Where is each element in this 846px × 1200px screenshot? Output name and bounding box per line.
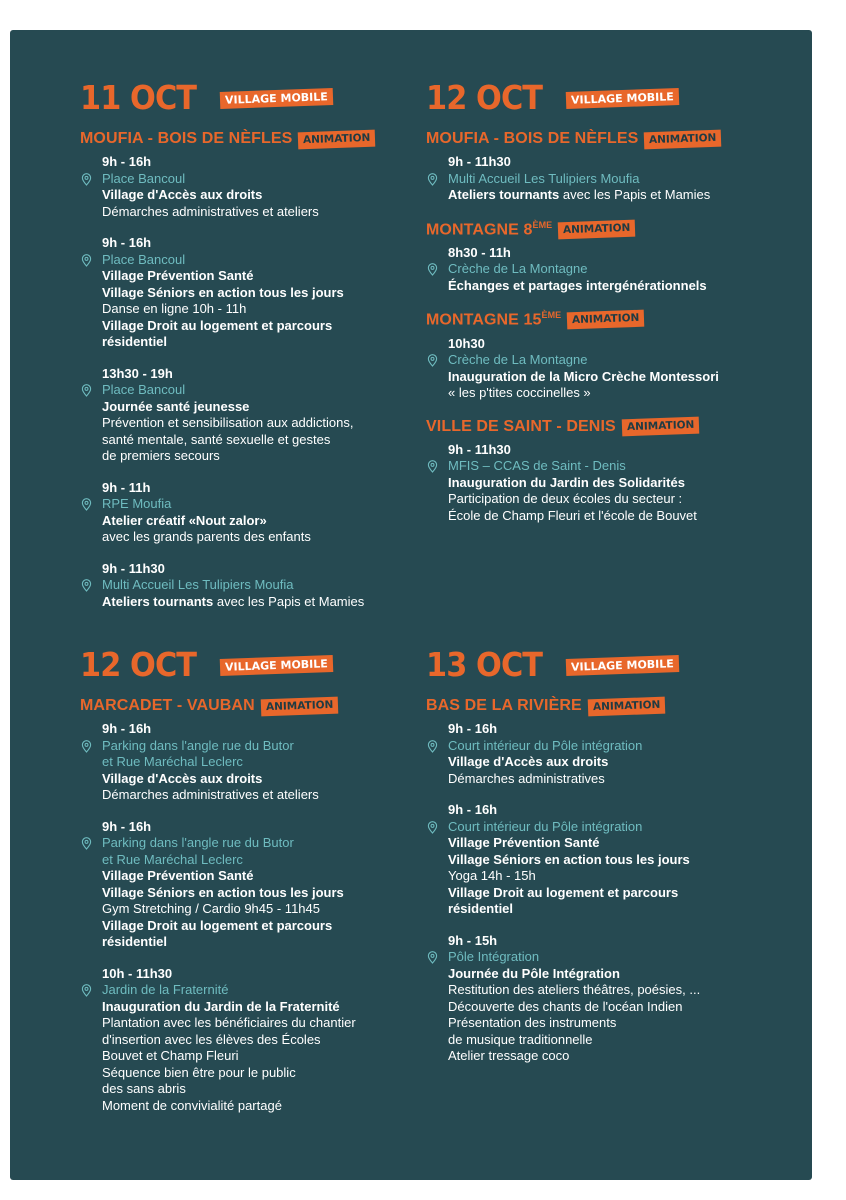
- event-detail: Atelier tressage coco: [448, 1048, 570, 1063]
- event-detail: d'insertion avec les élèves des Écoles: [102, 1031, 321, 1047]
- event-detail: Démarches administratives et ateliers: [102, 203, 319, 219]
- event-detail: des sans abris: [102, 1081, 186, 1096]
- section-12-oct-left: [80, 645, 450, 1129]
- village-mobile-badge: VILLAGE MOBILE: [220, 655, 333, 676]
- map-pin-icon: [427, 354, 438, 367]
- event-detail: Restitution des ateliers théâtres, poésies, ...: [448, 982, 701, 997]
- location-name: [426, 310, 561, 329]
- event-title: Échanges et partages intergénérationnels: [448, 277, 707, 293]
- event-item: [426, 245, 796, 295]
- event-place-line2: et Rue Maréchal Leclerc: [102, 851, 243, 867]
- event-item: [80, 721, 450, 804]
- location-name: [426, 220, 552, 239]
- location-name-text: MOUFIA - BOIS DE NÈFLES: [426, 130, 639, 147]
- event-place: Parking dans l'angle rue du Butor: [80, 835, 450, 852]
- map-pin-icon: [81, 837, 92, 850]
- event-item: [80, 154, 450, 220]
- location-name: [80, 130, 292, 148]
- event-detail: de premiers secours: [102, 448, 220, 463]
- event-place: Parking dans l'angle rue du Butor: [80, 738, 450, 755]
- event-item: [80, 480, 450, 546]
- animation-badge: ANIMATION: [298, 129, 376, 149]
- event-detail: Présentation des instruments: [448, 1015, 617, 1030]
- event-title: Inauguration du Jardin de la Fraternité: [102, 998, 340, 1014]
- event-title: résidentiel: [102, 934, 168, 949]
- event-place: Pôle Intégration: [426, 949, 796, 966]
- event-place: Jardin de la Fraternité: [80, 982, 450, 999]
- event-title: Village Droit au logement et parcours: [448, 884, 679, 900]
- event-title: Journée du Pôle Intégration: [448, 965, 620, 981]
- event-detail: Découverte des chants de l'océan Indien: [448, 998, 683, 1014]
- location-name: [426, 418, 616, 436]
- location-name-text: MONTAGNE 15: [426, 311, 542, 329]
- location-name: [426, 697, 582, 715]
- event-detail: Séquence bien être pour le public: [102, 1064, 296, 1080]
- event-time: 9h - 11h30: [102, 560, 165, 576]
- event-item: [426, 442, 796, 525]
- location-name: [426, 130, 638, 148]
- map-pin-icon: [427, 951, 438, 964]
- event-item: [80, 966, 450, 1115]
- event-place-line2: et Rue Maréchal Leclerc: [102, 754, 243, 769]
- event-detail: Participation de deux écoles du secteur :: [448, 491, 683, 507]
- map-pin-icon: [81, 254, 92, 267]
- event-time: 10h - 11h30: [102, 965, 173, 981]
- event-place: Crèche de La Montagne: [426, 261, 796, 278]
- map-pin-icon: [81, 173, 92, 186]
- location-ordinal: ÈME: [532, 219, 553, 230]
- event-title: Inauguration de la Micro Crèche Montessori: [448, 368, 719, 384]
- event-item: [426, 802, 796, 918]
- map-pin-icon: [81, 984, 92, 997]
- event-title: Village Séniors en action tous les jours: [102, 884, 344, 900]
- event-time: 9h - 16h: [448, 721, 498, 736]
- event-title: Village d'Accès aux droits: [102, 187, 263, 202]
- event-time: 10h30: [448, 335, 485, 351]
- event-place: Place Bancoul: [80, 252, 450, 269]
- event-title: Atelier créatif «Nout zalor»: [102, 512, 267, 528]
- event-place: Place Bancoul: [80, 382, 450, 399]
- location-block: [426, 220, 796, 295]
- event-time: 9h - 16h: [102, 818, 152, 834]
- event-item: [80, 366, 450, 465]
- day-date: 13 OCT: [426, 645, 543, 684]
- location-name-text: BAS DE LA RIVIÈRE: [426, 697, 582, 714]
- map-pin-icon: [427, 263, 438, 276]
- event-time: 9h - 16h: [102, 154, 152, 169]
- event-detail: de musique traditionnelle: [448, 1031, 593, 1047]
- village-mobile-badge: VILLAGE MOBILE: [220, 88, 333, 109]
- event-title: Village d'Accès aux droits: [102, 770, 263, 786]
- event-place: RPE Moufia: [80, 496, 450, 513]
- event-item: [80, 561, 450, 611]
- event-title: Village Prévention Santé: [102, 868, 254, 883]
- event-detail: « les p'tites coccinelles »: [448, 385, 591, 401]
- location-header: [426, 130, 796, 148]
- location-header: [426, 310, 796, 329]
- event-place: Court intérieur du Pôle intégration: [426, 738, 796, 755]
- event-detail: santé mentale, santé sexuelle et gestes: [102, 431, 331, 447]
- village-mobile-badge: VILLAGE MOBILE: [566, 655, 679, 676]
- event-item: [80, 235, 450, 351]
- event-title: Village Droit au logement et parcours: [102, 917, 333, 933]
- event-item: [80, 819, 450, 951]
- map-pin-icon: [81, 384, 92, 397]
- event-time: 9h - 16h: [102, 235, 152, 250]
- event-item: [426, 721, 796, 787]
- map-pin-icon: [81, 740, 92, 753]
- location-header: [426, 220, 796, 239]
- day-header: [80, 645, 450, 685]
- event-detail: Démarches administratives: [448, 770, 605, 786]
- event-detail: Bouvet et Champ Fleuri: [102, 1048, 239, 1063]
- animation-badge: ANIMATION: [558, 219, 636, 239]
- map-pin-icon: [427, 821, 438, 834]
- event-detail: avec les grands parents des enfants: [102, 529, 311, 544]
- event-place: Multi Accueil Les Tulipiers Moufia: [426, 171, 796, 188]
- event-item: [426, 933, 796, 1065]
- event-item: [426, 154, 796, 204]
- event-detail: Gym Stretching / Cardio 9h45 - 11h45: [102, 901, 320, 916]
- event-time: 9h - 11h: [102, 479, 151, 495]
- animation-badge: ANIMATION: [588, 696, 666, 716]
- event-title: Village Prévention Santé: [448, 835, 600, 850]
- animation-badge: ANIMATION: [260, 696, 338, 716]
- event-time: 9h - 16h: [448, 802, 498, 817]
- event-time: 9h - 16h: [102, 721, 152, 736]
- map-pin-icon: [427, 173, 438, 186]
- animation-badge: ANIMATION: [644, 129, 722, 149]
- day-header: [426, 645, 796, 685]
- village-mobile-badge: VILLAGE MOBILE: [566, 88, 679, 109]
- day-header: [426, 78, 796, 118]
- event-title: Village Droit au logement et parcours: [102, 317, 333, 333]
- location-block: [426, 418, 796, 525]
- animation-badge: ANIMATION: [567, 310, 645, 330]
- event-detail: Plantation avec les bénéficiaires du chantier: [102, 1015, 356, 1030]
- event-detail: Yoga 14h - 15h: [448, 868, 536, 883]
- event-detail: Danse en ligne 10h - 11h: [102, 301, 247, 316]
- section-11-oct: [80, 78, 450, 625]
- event-title: Village Séniors en action tous les jours: [102, 284, 344, 300]
- location-name-text: MOUFIA - BOIS DE NÈFLES: [80, 130, 293, 147]
- location-name-text: MARCADET - VAUBAN: [80, 697, 255, 714]
- event-place: Multi Accueil Les Tulipiers Moufia: [80, 577, 450, 594]
- section-12-oct-right: [426, 78, 796, 540]
- event-time: 9h - 15h: [448, 932, 498, 948]
- event-item: [426, 336, 796, 402]
- animation-badge: ANIMATION: [622, 417, 700, 437]
- section-13-oct: [426, 645, 796, 1080]
- event-detail: Démarches administratives et ateliers: [102, 787, 319, 802]
- location-block: [426, 130, 796, 204]
- map-pin-icon: [427, 460, 438, 473]
- location-header: [426, 697, 796, 715]
- map-pin-icon: [81, 579, 92, 592]
- event-time: 9h - 11h30: [448, 441, 511, 457]
- day-header: [80, 78, 450, 118]
- location-header: [426, 418, 796, 436]
- event-title: Village d'Accès aux droits: [448, 754, 609, 769]
- event-description: [426, 187, 796, 204]
- event-title: Journée santé jeunesse: [102, 398, 250, 414]
- location-name: [80, 697, 255, 715]
- day-date: 12 OCT: [80, 645, 197, 684]
- event-detail: Prévention et sensibilisation aux addictions,: [102, 415, 354, 430]
- event-place: MFIS – CCAS de Saint - Denis: [426, 458, 796, 475]
- day-date: 11 OCT: [80, 78, 197, 117]
- event-place: Place Bancoul: [80, 171, 450, 188]
- location-block: [426, 310, 796, 401]
- location-name-text: VILLE DE SAINT - DENIS: [426, 417, 616, 435]
- event-description-bold: Ateliers tournants: [102, 593, 214, 609]
- location-header: [80, 130, 450, 148]
- event-title: Village Prévention Santé: [102, 268, 254, 283]
- event-time: 8h30 - 11h: [448, 244, 511, 260]
- event-place: Crèche de La Montagne: [426, 352, 796, 369]
- location-ordinal: ÈME: [541, 310, 562, 321]
- event-time: 13h30 - 19h: [102, 365, 173, 381]
- event-description: [80, 594, 450, 611]
- event-title: Village Séniors en action tous les jours: [448, 851, 690, 867]
- event-description-rest: avec les Papis et Mamies: [559, 187, 711, 202]
- event-detail: École de Champ Fleuri et l'école de Bouvet: [448, 507, 697, 523]
- event-time: 9h - 11h30: [448, 154, 511, 169]
- location-header: [80, 697, 450, 715]
- event-title: résidentiel: [448, 901, 514, 916]
- map-pin-icon: [427, 740, 438, 753]
- event-place: Court intérieur du Pôle intégration: [426, 819, 796, 836]
- day-date: 12 OCT: [426, 78, 543, 117]
- location-name-text: MONTAGNE 8: [426, 220, 533, 238]
- event-description-rest: avec les Papis et Mamies: [213, 593, 365, 609]
- event-description-bold: Ateliers tournants: [448, 187, 560, 202]
- event-title: résidentiel: [102, 334, 168, 349]
- event-title: Inauguration du Jardin des Solidarités: [448, 474, 685, 490]
- event-detail: Moment de convivialité partagé: [102, 1097, 282, 1113]
- map-pin-icon: [81, 498, 92, 511]
